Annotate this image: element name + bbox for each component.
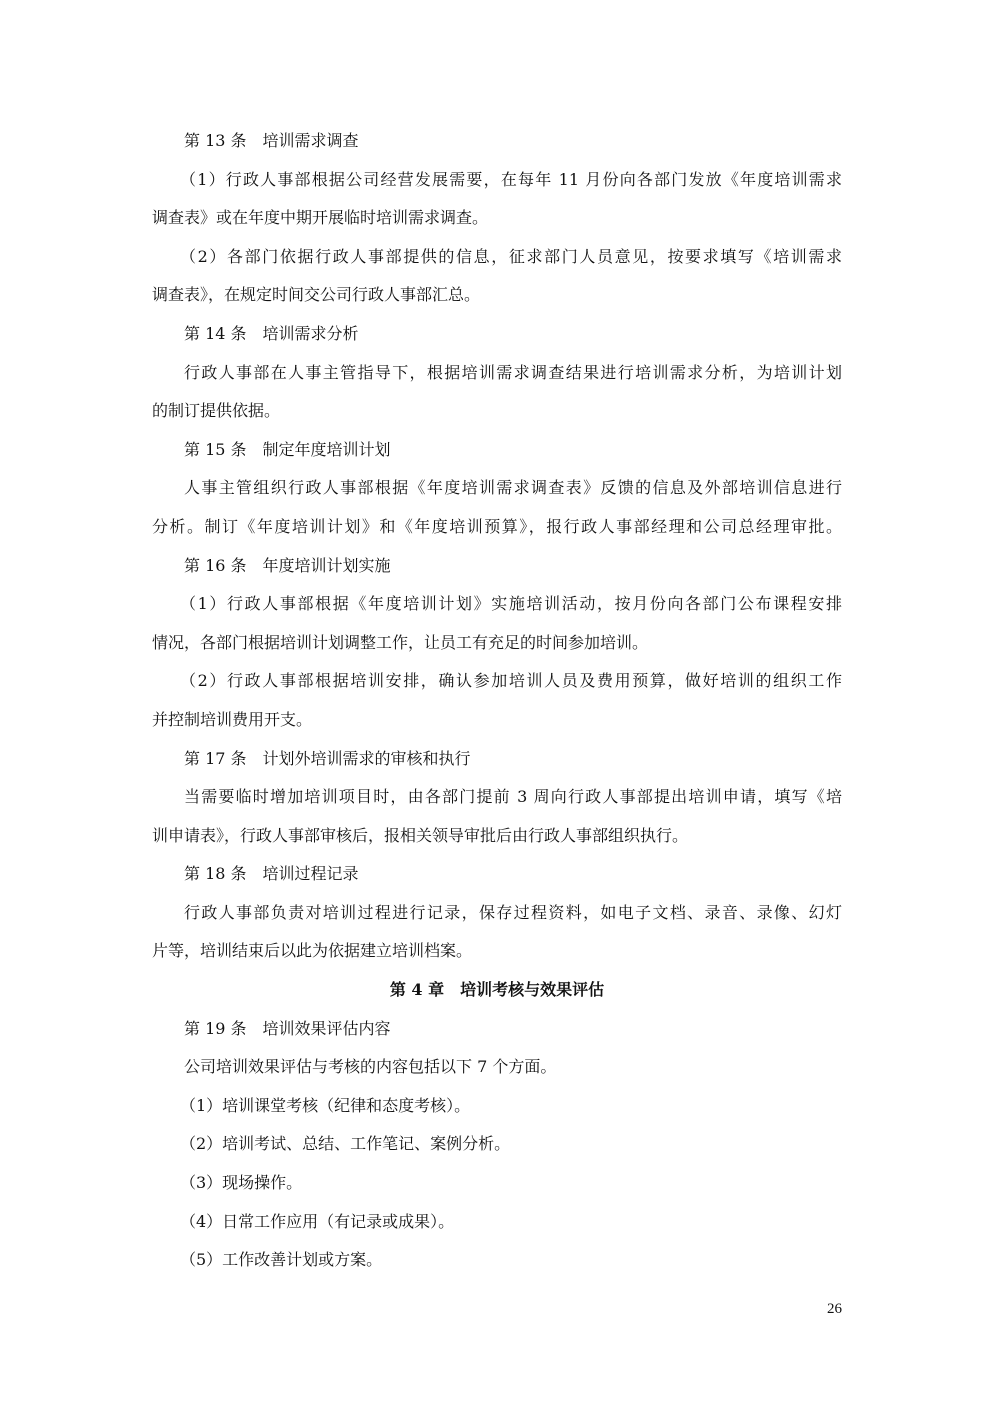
list-item: （1）培训课堂考核（纪律和态度考核）。 bbox=[180, 1095, 471, 1115]
paragraph-line: 调查表》，在规定时间交公司行政人事部汇总。 bbox=[152, 285, 481, 305]
paragraph-line: 片等，培训结束后以此为依据建立培训档案。 bbox=[152, 941, 473, 961]
paragraph-line: （1）行政人事部根据《年度培训计划》实施培训活动，按月份向各部门公布课程安排 bbox=[180, 594, 842, 614]
paragraph-line: 当需要临时增加培训项目时，由各部门提前 3 周向行政人事部提出培训申请，填写《培 bbox=[184, 787, 842, 807]
paragraph-line: 分析。制订《年度培训计划》和《年度培训预算》，报行政人事部经理和公司总经理审批。 bbox=[152, 516, 842, 536]
list-item: （4）日常工作应用（有记录或成果）。 bbox=[180, 1211, 455, 1231]
paragraph-line: 行政人事部负责对培训过程进行记录，保存过程资料，如电子文档、录音、录像、幻灯 bbox=[184, 902, 842, 922]
article-heading-15: 第 15 条 制定年度培训计划 bbox=[184, 439, 391, 459]
paragraph-line: 调查表》或在年度中期开展临时培训需求调查。 bbox=[152, 208, 489, 228]
paragraph-line: 的制订提供依据。 bbox=[152, 401, 281, 421]
paragraph-line: 人事主管组织行政人事部根据《年度培训需求调查表》反馈的信息及外部培训信息进行 bbox=[184, 478, 842, 498]
paragraph-line: 并控制培训费用开支。 bbox=[152, 709, 313, 729]
paragraph-line: （2）行政人事部根据培训安排，确认参加培训人员及费用预算，做好培训的组织工作 bbox=[180, 671, 842, 691]
chapter-heading: 第 4 章 培训考核与效果评估 bbox=[389, 980, 605, 1000]
document-body bbox=[152, 122, 842, 1280]
article-heading-19: 第 19 条 培训效果评估内容 bbox=[184, 1018, 391, 1038]
paragraph-line: 行政人事部在人事主管指导下，根据培训需求调查结果进行培训需求分析，为培训计划 bbox=[184, 362, 842, 382]
article-heading-18: 第 18 条 培训过程记录 bbox=[184, 864, 359, 884]
page-number: 26 bbox=[827, 1301, 842, 1317]
paragraph-line: （1）行政人事部根据公司经营发展需要，在每年 11 月份向各部门发放《年度培训需求 bbox=[180, 169, 842, 189]
list-item: （5）工作改善计划或方案。 bbox=[180, 1250, 383, 1270]
paragraph-line: 训申请表》，行政人事部审核后，报相关领导审批后由行政人事部组织执行。 bbox=[152, 825, 689, 845]
paragraph-line: 情况，各部门根据培训计划调整工作，让员工有充足的时间参加培训。 bbox=[152, 632, 649, 652]
article-heading-14: 第 14 条 培训需求分析 bbox=[184, 323, 359, 343]
article-heading-13: 第 13 条 培训需求调查 bbox=[184, 131, 359, 150]
paragraph-line: 公司培训效果评估与考核的内容包括以下 7 个方面。 bbox=[184, 1057, 557, 1077]
article-heading-17: 第 17 条 计划外培训需求的审核和执行 bbox=[184, 748, 471, 768]
paragraph-line: （2）各部门依据行政人事部提供的信息，征求部门人员意见，按要求填写《培训需求 bbox=[180, 246, 842, 266]
article-heading-16: 第 16 条 年度培训计划实施 bbox=[184, 555, 391, 575]
list-item: （3）现场操作。 bbox=[180, 1173, 303, 1193]
list-item: （2）培训考试、总结、工作笔记、案例分析。 bbox=[180, 1134, 511, 1154]
